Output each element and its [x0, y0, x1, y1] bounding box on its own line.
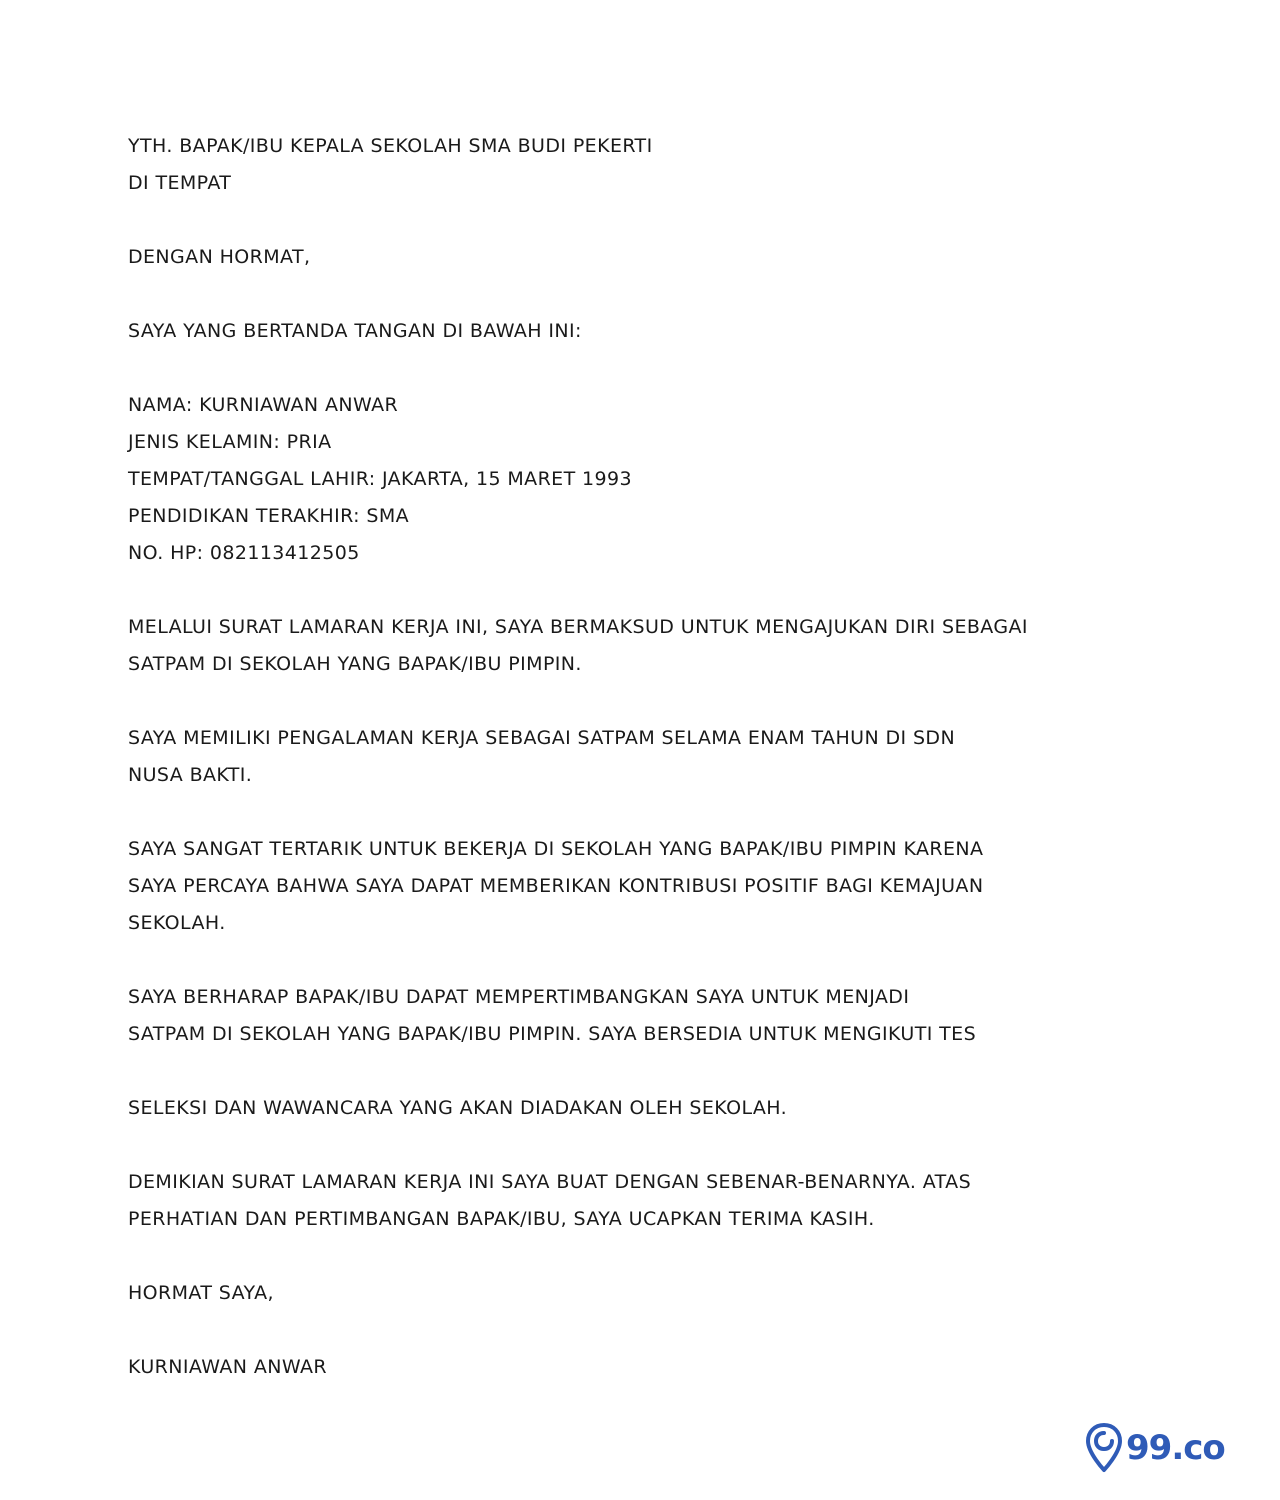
detail-pendidikan: PENDIDIKAN TERAKHIR: SMA: [128, 505, 410, 527]
paragraph-line: SELEKSI DAN WAWANCARA YANG AKAN DIADAKAN OLEH SEKOLAH.: [128, 1097, 788, 1119]
salutation: DENGAN HORMAT,: [128, 246, 311, 268]
detail-ttl: TEMPAT/TANGGAL LAHIR: JAKARTA, 15 MARET 1993: [128, 468, 632, 490]
brand-logo: [1086, 1420, 1226, 1476]
recipient-place: DI TEMPAT: [128, 172, 232, 194]
recipient-line: YTH. BAPAK/IBU KEPALA SEKOLAH SMA BUDI PEKERTI: [128, 135, 653, 157]
paragraph-line: MELALUI SURAT LAMARAN KERJA INI, SAYA BERMAKSUD UNTUK MENGAJUKAN DIRI SEBAGAI: [128, 616, 1028, 638]
paragraph-line: SAYA PERCAYA BAHWA SAYA DAPAT MEMBERIKAN KONTRIBUSI POSITIF BAGI KEMAJUAN: [128, 875, 984, 897]
paragraph-line: SATPAM DI SEKOLAH YANG BAPAK/IBU PIMPIN.: [128, 653, 582, 675]
detail-hp: NO. HP: 082113412505: [128, 542, 360, 564]
signature-name: KURNIAWAN ANWAR: [128, 1356, 327, 1378]
closing-line: DEMIKIAN SURAT LAMARAN KERJA INI SAYA BUAT DENGAN SEBENAR-BENARNYA. ATAS: [128, 1171, 972, 1193]
paragraph-line: SAYA MEMILIKI PENGALAMAN KERJA SEBAGAI SATPAM SELAMA ENAM TAHUN DI SDN: [128, 727, 956, 749]
detail-jenis-kelamin: JENIS KELAMIN: PRIA: [128, 431, 332, 453]
paragraph-line: SAYA BERHARAP BAPAK/IBU DAPAT MEMPERTIMBANGKAN SAYA UNTUK MENJADI: [128, 986, 910, 1008]
paragraph-line: NUSA BAKTI.: [128, 764, 253, 786]
location-pin-icon: [1086, 1423, 1122, 1473]
brand-logo-text: 99.co: [1126, 1428, 1225, 1468]
paragraph-line: SAYA SANGAT TERTARIK UNTUK BEKERJA DI SEKOLAH YANG BAPAK/IBU PIMPIN KARENA: [128, 838, 984, 860]
letter-body: [128, 128, 1028, 1386]
signoff: HORMAT SAYA,: [128, 1282, 274, 1304]
intro-line: SAYA YANG BERTANDA TANGAN DI BAWAH INI:: [128, 320, 582, 342]
paragraph-line: SATPAM DI SEKOLAH YANG BAPAK/IBU PIMPIN. SAYA BERSEDIA UNTUK MENGIKUTI TES: [128, 1023, 977, 1045]
paragraph-line: SEKOLAH.: [128, 912, 226, 934]
closing-line: PERHATIAN DAN PERTIMBANGAN BAPAK/IBU, SAYA UCAPKAN TERIMA KASIH.: [128, 1208, 875, 1230]
detail-nama: NAMA: KURNIAWAN ANWAR: [128, 394, 399, 416]
